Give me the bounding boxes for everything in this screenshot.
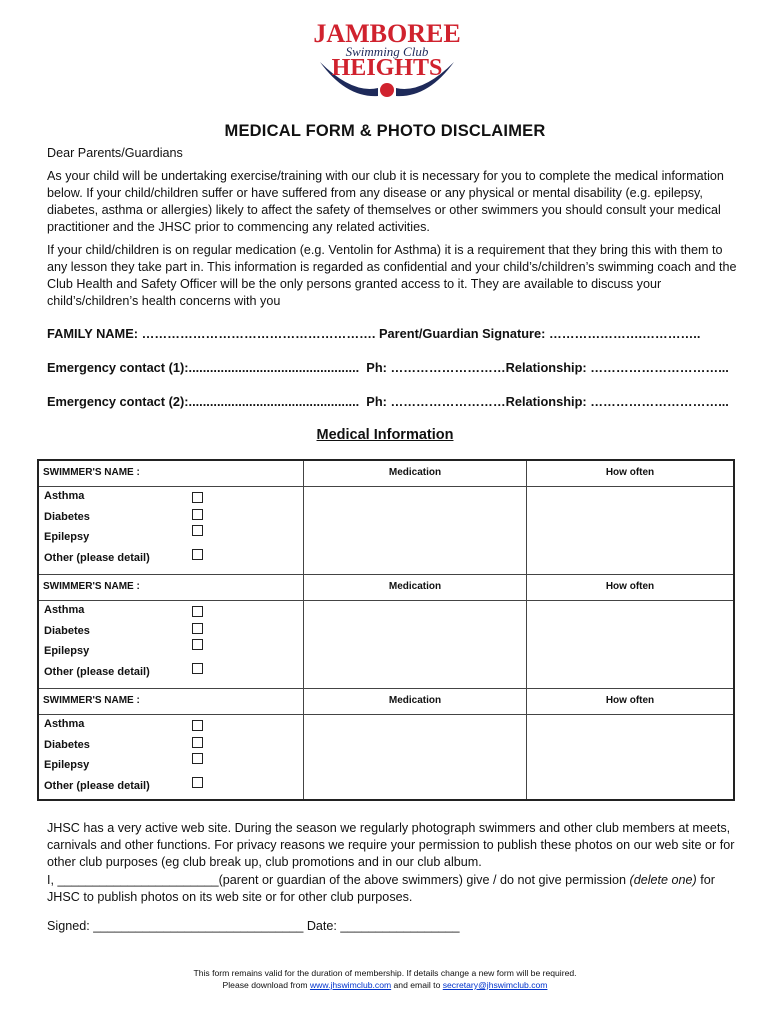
diabetes-checkbox[interactable]	[192, 509, 203, 520]
condition-asthma: Asthma	[44, 490, 85, 502]
permission-text-end: for JHSC to publish photos on its web site or for other club purposes.	[47, 873, 715, 904]
swimmer-header-row	[39, 689, 733, 715]
logo-text-jamboree: JAMBOREE	[313, 19, 461, 48]
condition-epilepsy: Epilepsy	[44, 531, 90, 543]
condition-diabetes: Diabetes	[44, 739, 90, 751]
condition-asthma: Asthma	[44, 718, 85, 730]
medical-table	[37, 459, 735, 801]
diabetes-checkbox[interactable]	[192, 623, 203, 634]
how-often-header: How often	[605, 581, 655, 592]
medication-header: Medication	[388, 695, 442, 706]
how-often-header: How often	[605, 467, 655, 478]
epilepsy-checkbox[interactable]	[192, 639, 203, 650]
swimmer-name-label[interactable]: SWIMMER'S NAME :	[43, 695, 140, 706]
swimmer-header-row	[39, 461, 733, 487]
asthma-checkbox[interactable]	[192, 720, 203, 731]
condition-other: Other (please detail)	[44, 666, 150, 678]
swimmer-name-label[interactable]: SWIMMER'S NAME :	[43, 467, 140, 478]
condition-epilepsy: Epilepsy	[44, 645, 90, 657]
permission-text-start: I, _______________________(parent or guardian of the above swimmers) give / do not give permission	[47, 873, 630, 887]
diabetes-checkbox[interactable]	[192, 737, 203, 748]
asthma-checkbox[interactable]	[192, 492, 203, 503]
photo-paragraph: JHSC has a very active web site. During the season we regularly photograph swimmers and other club members at meets, carnivals and other functions. For privacy reasons we require your permission to publish these photos on our web site or for other club purposes (eg club break up, club promotions and in our club album.	[47, 821, 735, 869]
email-link[interactable]: secretary@jhswimclub.com	[442, 980, 548, 990]
footer-download-text: Please download from	[222, 980, 310, 990]
other-checkbox[interactable]	[192, 663, 203, 674]
photo-permission-statement[interactable]	[47, 872, 737, 906]
logo-text-heights: HEIGHTS	[331, 55, 443, 81]
condition-diabetes: Diabetes	[44, 625, 90, 637]
jamboree-heights-logo	[312, 14, 462, 106]
swimmer-block-2	[39, 575, 733, 688]
page-title: MEDICAL FORM & PHOTO DISCLAIMER	[224, 122, 546, 140]
footer-email-text: and email to	[391, 980, 443, 990]
website-link[interactable]: www.jhswimclub.com	[309, 980, 392, 990]
how-often-header: How often	[605, 695, 655, 706]
salutation: Dear Parents/Guardians	[47, 146, 183, 160]
permission-delete-one: (delete one)	[629, 873, 697, 887]
swimmer-header-row	[39, 575, 733, 601]
condition-other: Other (please detail)	[44, 552, 150, 564]
medication-paragraph: If your child/children is on regular medication (e.g. Ventolin for Asthma) it is a requirement that they bring this with them to any lesson they take part in. This information is regarded as confidential and your child’s/children’s swimming coach and the Club Health and Safety Officer will be the only persons granted access to it. They are available to discuss your child’s/children’s health concerns with you	[47, 243, 737, 308]
condition-diabetes: Diabetes	[44, 511, 90, 523]
swimmer-block-1	[39, 461, 733, 574]
footer-validity: This form remains valid for the duration of membership. If details change a new form will be required.	[193, 968, 577, 978]
epilepsy-checkbox[interactable]	[192, 525, 203, 536]
epilepsy-checkbox[interactable]	[192, 753, 203, 764]
logo-text-swimming-club: Swimming Club	[345, 44, 429, 59]
emergency-contact-1-field[interactable]: Emergency contact (1):................................................ Ph: ………………………Relationship: …………………………...	[47, 360, 729, 375]
condition-epilepsy: Epilepsy	[44, 759, 90, 771]
footer-download	[0, 980, 770, 990]
medical-information-heading: Medical Information	[316, 427, 454, 443]
emergency-contact-2-field[interactable]: Emergency contact (2):................................................ Ph: ………………………Relationship: …………………………...	[47, 394, 729, 409]
other-checkbox[interactable]	[192, 549, 203, 560]
signed-date-line[interactable]: Signed: ______________________________ Date: _________________	[47, 919, 460, 933]
medication-header: Medication	[388, 467, 442, 478]
logo-swimmer-head	[380, 83, 394, 97]
asthma-checkbox[interactable]	[192, 606, 203, 617]
condition-asthma: Asthma	[44, 604, 85, 616]
medication-header: Medication	[388, 581, 442, 592]
family-name-field[interactable]: FAMILY NAME: ………………………………………………. Parent/Guardian Signature: ………………….…………..	[47, 326, 704, 341]
condition-other: Other (please detail)	[44, 780, 150, 792]
swimmer-block-3	[39, 689, 733, 801]
swimmer-name-label[interactable]: SWIMMER'S NAME :	[43, 581, 140, 592]
intro-paragraph: As your child will be undertaking exercise/training with our club it is necessary for you to complete the medical information below. If your child/children suffer or have suffered from any disease or any physical or mental disability (e.g. epilepsy, diabetes, asthma or allergies) likely to affect the safety of themselves or other swimmers you should consult your medical practitioner and the JHSC prior to commencing any related activities.	[47, 169, 724, 234]
other-checkbox[interactable]	[192, 777, 203, 788]
